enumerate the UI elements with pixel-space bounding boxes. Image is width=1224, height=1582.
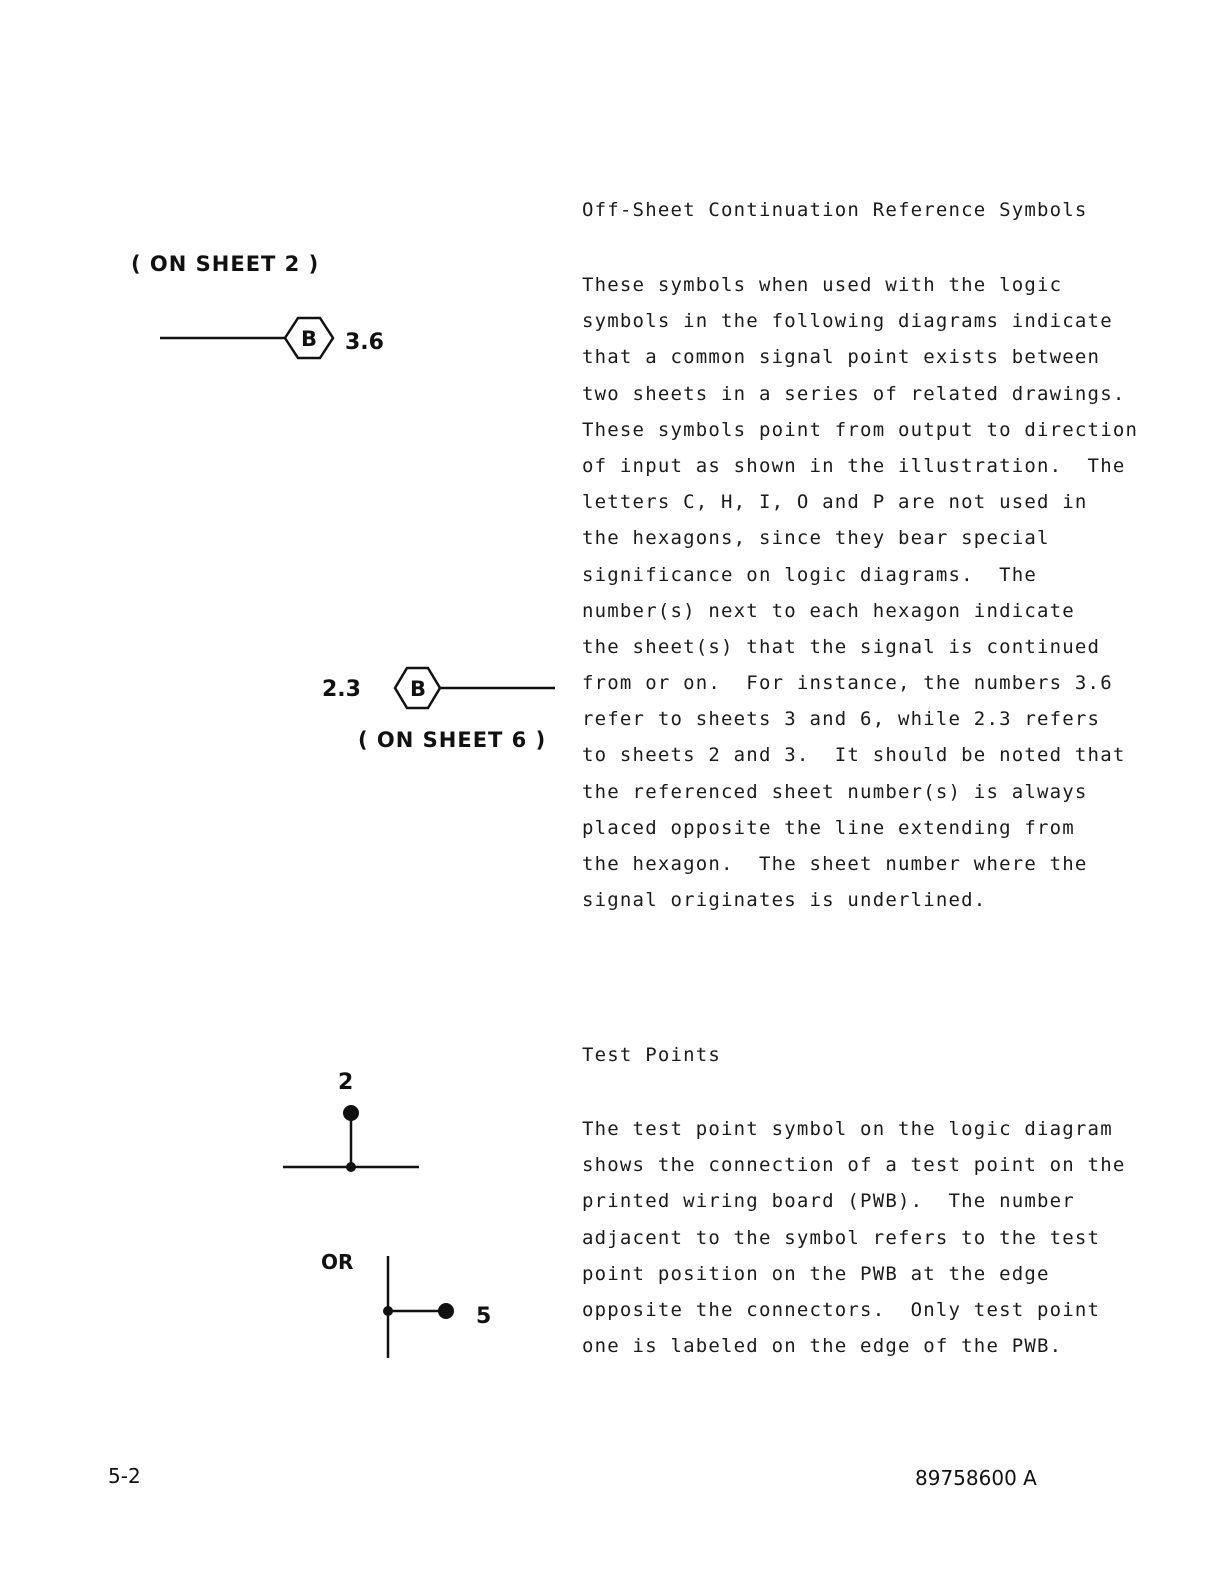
test-point-number-top: 2 bbox=[338, 1070, 354, 1095]
offsheet-paragraph-line: letters C, H, I, O and P are not used in bbox=[582, 491, 1088, 514]
testpoints-paragraph bbox=[582, 1111, 1125, 1364]
offsheet-section-title: Off-Sheet Continuation Reference Symbols bbox=[582, 199, 1088, 221]
hexagon-letter: B bbox=[409, 677, 427, 701]
offsheet-paragraph-line: the hexagons, since they bear special bbox=[582, 527, 1050, 550]
offsheet-paragraph-line: refer to sheets 3 and 6, while 2.3 refers bbox=[582, 708, 1101, 731]
offsheet-paragraph-line: signal originates is underlined. bbox=[582, 889, 987, 912]
offsheet-paragraph-line: that a common signal point exists between bbox=[582, 346, 1101, 369]
document-number: 89758600 A bbox=[915, 1466, 1037, 1490]
or-label: OR bbox=[321, 1250, 354, 1274]
offsheet-paragraph-line: the hexagon. The sheet number where the bbox=[582, 853, 1088, 875]
sheet-2-label: ( ON SHEET 2 ) bbox=[131, 252, 320, 276]
test-point-symbol-vertical bbox=[280, 1100, 440, 1180]
testpoints-paragraph-line: point position on the PWB at the edge bbox=[582, 1262, 1050, 1285]
offsheet-paragraph-line: of input as shown in the illustration. The bbox=[582, 454, 1126, 477]
junction-dot-icon bbox=[346, 1162, 356, 1172]
test-point-dot-icon bbox=[438, 1303, 454, 1319]
offsheet-symbol-1 bbox=[158, 310, 418, 370]
testpoints-paragraph-line: adjacent to the symbol refers to the test bbox=[582, 1226, 1101, 1249]
sheet-reference-number: 3.6 bbox=[345, 330, 384, 355]
testpoints-paragraph-line: printed wiring board (PWB). The number bbox=[582, 1190, 1075, 1213]
offsheet-paragraph-line: symbols in the following diagrams indicate bbox=[582, 310, 1113, 333]
offsheet-paragraph-line: significance on logic diagrams. The bbox=[582, 563, 1038, 586]
testpoints-paragraph-line: one is labeled on the edge of the PWB. bbox=[582, 1335, 1063, 1358]
testpoints-paragraph-line: shows the connection of a test point on the bbox=[582, 1154, 1126, 1177]
testpoints-section-title: Test Points bbox=[582, 1044, 722, 1066]
offsheet-symbol-2 bbox=[320, 659, 580, 719]
page-number: 5-2 bbox=[108, 1464, 141, 1488]
offsheet-paragraph-line: the sheet(s) that the signal is continued bbox=[582, 635, 1101, 658]
offsheet-paragraph-line: to sheets 2 and 3. It should be noted that bbox=[582, 744, 1126, 767]
testpoints-paragraph-line: opposite the connectors. Only test point bbox=[582, 1298, 1101, 1321]
sheet-reference-number: 2.3 bbox=[322, 677, 361, 702]
hexagon-letter: B bbox=[300, 327, 318, 351]
offsheet-paragraph-line: the referenced sheet number(s) is always bbox=[582, 780, 1088, 803]
offsheet-paragraph-line: placed opposite the line extending from bbox=[582, 816, 1075, 839]
offsheet-paragraph-line: These symbols point from output to direction bbox=[582, 418, 1139, 441]
testpoints-paragraph-line: The test point symbol on the logic diagram bbox=[582, 1118, 1113, 1140]
offsheet-paragraph bbox=[582, 267, 1138, 918]
offsheet-paragraph-line: two sheets in a series of related drawings. bbox=[582, 382, 1126, 405]
offsheet-paragraph-line: These symbols when used with the logic bbox=[582, 274, 1063, 296]
offsheet-paragraph-line: from or on. For instance, the numbers 3.6 bbox=[582, 672, 1113, 695]
sheet-6-label: ( ON SHEET 6 ) bbox=[358, 728, 547, 752]
offsheet-paragraph-line: number(s) next to each hexagon indicate bbox=[582, 599, 1075, 622]
test-point-number-side: 5 bbox=[476, 1304, 492, 1329]
